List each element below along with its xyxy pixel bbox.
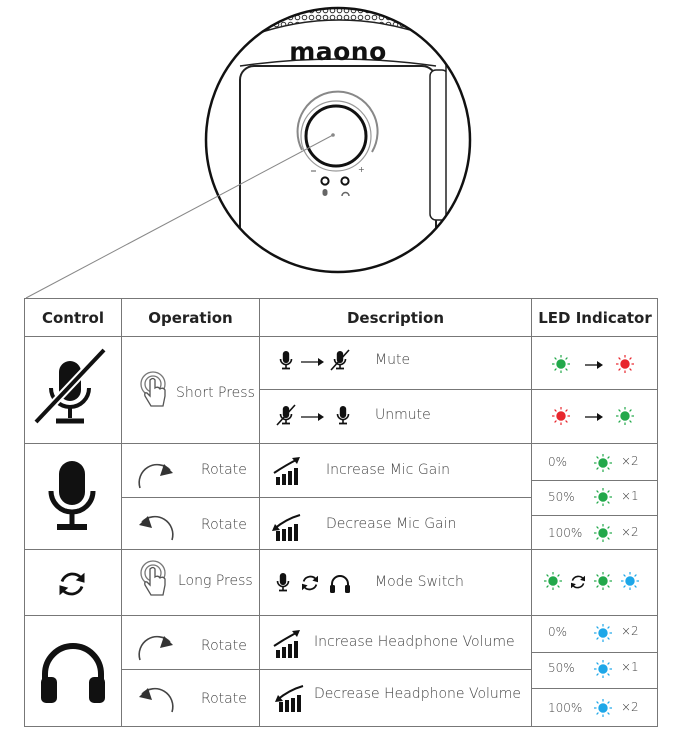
rotate-cw-icon <box>139 636 173 660</box>
arrow-right-icon <box>301 413 324 421</box>
led-green-icon <box>594 454 612 472</box>
muted-mic-icon <box>331 350 349 370</box>
description-decrease-mic-gain: Decrease Mic Gain <box>326 516 457 532</box>
description-increase-mic-gain: Increase Mic Gain <box>326 462 451 478</box>
headphone-icon <box>41 646 105 703</box>
mic-icon <box>281 351 292 369</box>
muted-mic-icon <box>277 405 295 425</box>
mode-switch-icon <box>60 573 85 596</box>
cycle-icon <box>571 576 585 589</box>
description-mute: Mute <box>375 352 411 368</box>
operation-rotate: Rotate <box>201 638 247 654</box>
led-green-icon <box>594 488 612 506</box>
arrow-right-icon <box>585 413 603 421</box>
headphone-icon <box>330 576 350 593</box>
led-level-multiplier: ×2 <box>621 700 639 714</box>
led-green-icon <box>616 407 634 425</box>
led-blue-icon <box>621 572 639 590</box>
led-red-icon <box>552 407 570 425</box>
operation-rotate: Rotate <box>201 517 247 533</box>
volume-up-bars-icon <box>274 457 300 485</box>
led-level-multiplier: ×2 <box>621 454 639 468</box>
operation-rotate: Rotate <box>201 691 247 707</box>
header-operation: Operation <box>148 309 233 327</box>
header-led-indicator: LED Indicator <box>538 309 652 327</box>
operation-rotate: Rotate <box>201 462 247 478</box>
led-level-multiplier: ×2 <box>621 525 639 539</box>
mic-icon <box>278 573 289 591</box>
rotate-ccw-icon <box>139 516 173 540</box>
led-level-percent: 100% <box>548 526 583 540</box>
description-mode-switch: Mode Switch <box>375 574 464 590</box>
led-level-multiplier: ×1 <box>621 660 639 674</box>
led-level-percent: 0% <box>548 625 568 639</box>
led-green-icon <box>594 572 612 590</box>
brand-logo: maono <box>289 37 387 66</box>
led-green-icon <box>544 572 562 590</box>
rotate-ccw-icon <box>139 688 173 712</box>
rotate-cw-icon <box>139 464 173 488</box>
led-green-icon <box>594 524 612 542</box>
arrow-right-icon <box>585 361 603 369</box>
led-level-percent: 50% <box>548 661 575 675</box>
short-press-hand-icon <box>141 372 165 406</box>
arrow-right-icon <box>301 358 324 366</box>
svg-text:+: + <box>358 165 365 174</box>
led-level-multiplier: ×1 <box>621 489 639 503</box>
led-blue-icon <box>594 624 612 642</box>
volume-up-bars-icon <box>274 630 300 658</box>
description-unmute: Unmute <box>375 407 431 423</box>
mic-icon <box>338 406 349 424</box>
operation-short-press: Short Press <box>176 385 255 401</box>
long-press-hand-icon <box>141 561 165 595</box>
led-blue-icon <box>594 660 612 678</box>
operation-long-press: Long Press <box>178 573 253 589</box>
description-decrease-headphone-volume: Decrease Headphone Volume <box>314 686 522 702</box>
volume-down-bars-icon <box>275 686 303 712</box>
header-description: Description <box>346 309 445 327</box>
header-control: Control <box>41 309 104 327</box>
mic-icon <box>51 461 93 527</box>
cycle-icon <box>302 576 318 590</box>
led-red-icon <box>616 355 634 373</box>
volume-down-bars-icon <box>272 515 300 541</box>
led-green-icon <box>552 355 570 373</box>
led-level-multiplier: ×2 <box>621 624 639 638</box>
description-increase-headphone-volume: Increase Headphone Volume <box>314 634 515 650</box>
led-level-percent: 100% <box>548 701 583 715</box>
muted-mic-icon <box>36 350 104 422</box>
led-level-percent: 50% <box>548 490 575 504</box>
led-level-percent: 0% <box>548 455 568 469</box>
led-blue-icon <box>594 699 612 717</box>
